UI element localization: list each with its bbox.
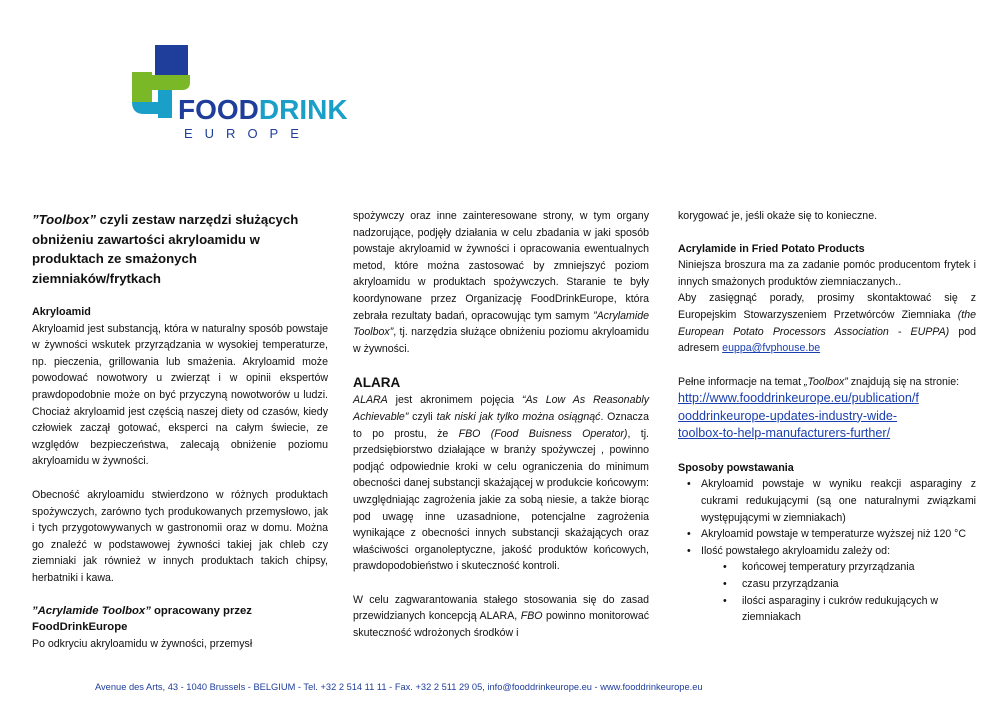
paragraph-broszura: Niniejsza broszura ma za zadanie pomóc producentom frytek i innych smażonych produktów ziemniaczanych.. [678, 259, 976, 288]
paragraph-akryloamid: Akryloamid jest substancją, która w naturalny sposób powstaje w żywności wskutek przyrządzania w wysokiej temperaturze, np. pieczenia, grillowania lub smażenia. Akryloamid może powodować nowotwory u zwierząt i w opinii ekspertów prawdopodobnie może on być przyczyną nowotworów u ludzi. Chociaż akryloamid jest częścią naszej diety od czasów, kiedy człowiek zaczął gotować, eksperci na całym świecie, ze względów bezpieczeństwa, zalecają obniżenie poziomu akryloamidu w żywności. [32, 322, 328, 468]
paragraph-spozywczy: spożywczy oraz inne zainteresowane strony, w tym organy nadzorujące, podjęły działania w celu zbadania w jaki sposób powstaje akryloamid w żywności i opracowania ewentualnych metod, które można zastosować by zmniejszyć poziom akryloamidu w produktach spożywczych. Staranie te były koordynowane przez Organizację FoodDrinkEurope, która zebrała rezultaty badań, opracowując tym samym ”Acrylamide Toolbox”, tj. narzędzia służące obniżeniu poziomu akryloamidu w żywności. [353, 210, 649, 355]
section-heading-toolbox: ”Acrylamide Toolbox” opracowany przez FoodDrinkEurope [32, 604, 252, 634]
section-heading-akryloamid: Akryloamid [32, 306, 91, 318]
list-item: • czasu przyrządzania [678, 576, 976, 593]
list-item: • ilości asparaginy i cukrów redukujących w ziemniakach [678, 593, 976, 626]
section-heading-alara: ALARA [353, 375, 401, 391]
paragraph-korygowac: korygować je, jeśli okaże się to konieczne. [678, 210, 878, 222]
toolbox-url-link[interactable]: http://www.fooddrinkeurope.eu/publication/f ooddrinkeurope-updates-industry-wide- toolbox-to-help-manufacturers-further/ [678, 391, 919, 441]
paragraph-odkryciu: Po odkryciu akryloamidu w żywności, przemysł [32, 637, 253, 650]
bullet-list [678, 476, 976, 559]
svg-text:FOODDRINK [178, 94, 348, 125]
footer-address: Avenue des Arts, 43 - 1040 Brussels - BELGIUM - Tel. +32 2 514 11 11 - Fax. +32 2 511 29 05, info@fooddrinkeurope.eu - www.fooddrinkeurope.eu [95, 682, 703, 692]
list-item: • końcowej temperatury przyrządzania [678, 559, 976, 576]
fooddrinkeurope-logo [128, 42, 348, 142]
email-link[interactable]: euppa@fvphouse.be [722, 342, 821, 355]
paragraph-kontakt: Aby zasięgnąć porady, prosimy skontaktować się z Europejskim Stowarzyszeniem Przetwórców Ziemniaka (the European Potato Processors Association - EUPPA) pod adresem euppa@fvphouse.be [678, 292, 976, 355]
column-3 [678, 208, 976, 626]
section-heading-sposoby: Sposoby powstawania [678, 461, 794, 474]
column-1 [32, 210, 328, 652]
logo-word-drink: DRINK [258, 94, 348, 125]
list-item: • Ilość powstałego akryloamidu zależy od: [678, 543, 976, 560]
section-heading-fried-potato: Acrylamide in Fried Potato Products [678, 242, 865, 255]
list-item: • Akryloamid powstaje w wyniku reakcji asparaginy z cukrami redukującymi (są one naturalnymi związkami występującymi w ziemniakach) [678, 476, 976, 526]
sub-bullet-list [678, 559, 976, 625]
paragraph-alara: ALARA jest akronimem pojęcia “As Low As Reasonably Achievable” czyli tak niski jak tylko można osiągnąć. Oznacza to po prostu, że FBO (Food Buisness Operator), tj. przedsiębiorstwo działające w branży spożywczej , powinno podjąć odpowiednie kroki w celu ograniczenia do minimum obecności danej substancji skażającej w produkcie końcowym: uwzględniając zagrożenia jakie za sobą niesie, a także biorąc pod uwagę inne uzasadnione, potencjalne zagrożenia wynikające z obecności innych substancji skażających oraz właściwości organoleptyczne, jakość produktów końcowych, prawdopodobieństwo i skuteczność kontroli. [353, 394, 649, 573]
main-title: ”Toolbox” czyli zestaw narzędzi służących obniżeniu zawartości akryloamidu w produktach ze smażonych ziemniaków/frytkach [32, 212, 299, 286]
list-item: • Akryloamid powstaje w temperaturze wyższej niż 120 °C [678, 526, 976, 543]
paragraph-obecnosc: Obecność akryloamidu stwierdzono w różnych produktach spożywczych, zarówno tych produkowanych przemysłowo, jak i tych przygotowywanych w gastronomii oraz w domu. Można go znaleźć w podstawowej żywności takiej jak chleb czy ziemniaki jak również w innych produktach takich chipsy, herbatniki i kawa. [32, 488, 328, 584]
column-2 [353, 208, 649, 642]
paragraph-pelne-informacje: Pełne informacje na temat „Toolbox” znajdują się na stronie: [678, 375, 960, 388]
logo-word-europe: EUROPE [184, 126, 311, 141]
paragraph-zagwarantowania: W celu zagwarantowania stałego stosowania się do zasad przewidzianych koncepcją ALARA, FBO powinno monitorować skuteczność wdrożonych środków i [353, 593, 650, 640]
logo-word-food: FOOD [178, 94, 259, 125]
